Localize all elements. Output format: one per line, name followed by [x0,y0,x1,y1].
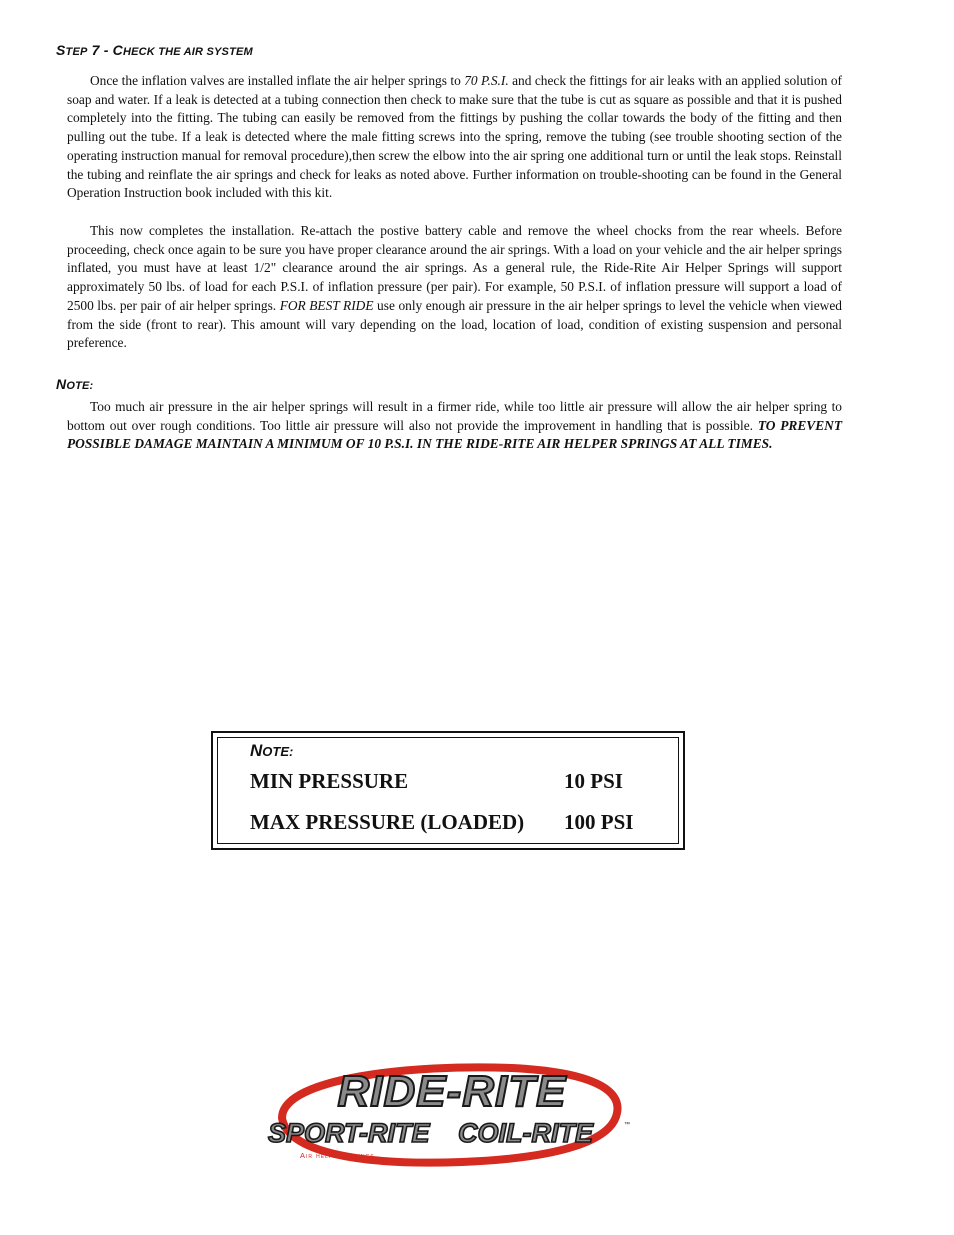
min-pressure-value: 10 PSI [564,769,623,793]
logo-sub-left-text: SPORT-RITE [268,1118,430,1148]
logo-tm: ™ [624,1122,630,1128]
logo-sub-right-text: COIL-RITE [458,1118,593,1148]
max-pressure-label: MAX PRESSURE (LOADED) [250,810,525,834]
min-pressure-label: MIN PRESSURE [250,769,409,793]
box-note-label: NOTE: [250,741,294,760]
note-heading: NOTE: [56,376,94,392]
step-7-heading: STEP 7 - CHECK THE AIR SYSTEM [56,42,253,58]
ride-rite-logo [262,1058,632,1170]
pressure-note-box [211,731,685,850]
check-air-system-paragraph: Once the inflation valves are installed inflate the air helper springs to 70 P.S.I. and check the fittings for air leaks with an applied solution of soap and water. If a leak is detected at a tubing connection then check to make sure that the tube is cut as square as possible and that it is pushed completely into the fitting. The tubing can easily be removed from the fittings by pushing the collar towards the body of the fitting and then pulling out the tube. If a leak is detected where the male fitting screws into the spring, remove the tubing (see trouble shooting section of the operating instruction manual for removal procedure),then screw the elbow into the air spring one additional turn or until the leak stops. Reinstall the tubing and reinflate the air springs and check for leaks as noted above. Further information on trouble-shooting can be found in the General Operation Instruction book included with this kit. [67,73,842,201]
air-pressure-note-paragraph: Too much air pressure in the air helper springs will result in a firmer ride, while too little air pressure will allow the air helper spring to bottom out over rough conditions. Too little air pressure will also not provide the improvement in handling that is possible. TO PREVENT POSSIBLE DAMAGE MAINTAIN A MINIMUM OF 10 P.S.I. IN THE RIDE-RITE AIR HELPER SPRINGS AT ALL TIMES. [67,399,843,452]
completion-paragraph: This now completes the installation. Re-attach the postive battery cable and remove the wheel chocks from the rear wheels. Before proceeding, check once again to be sure you have proper clearance around the air springs. With a load on your vehicle and the air helper springs inflated, you must have at least 1/2" clearance around the air springs. As a general rule, the Ride-Rite Air Helper Springs will support approximately 50 lbs. of load for each P.S.I. of inflation pressure (per pair). For example, 50 P.S.I. of inflation pressure will support a load of 2500 lbs. per pair of air helper springs. FOR BEST RIDE use only enough air pressure in the air helper springs to level the vehicle when viewed from the side (front to rear). This amount will vary depending on the load, location of load, condition of existing suspension and personal preference. [67,223,842,351]
logo-tagline: Air helper springs [300,1151,375,1160]
logo-brand-text: RIDE-RITE [337,1067,567,1116]
max-pressure-value: 100 PSI [564,810,634,834]
